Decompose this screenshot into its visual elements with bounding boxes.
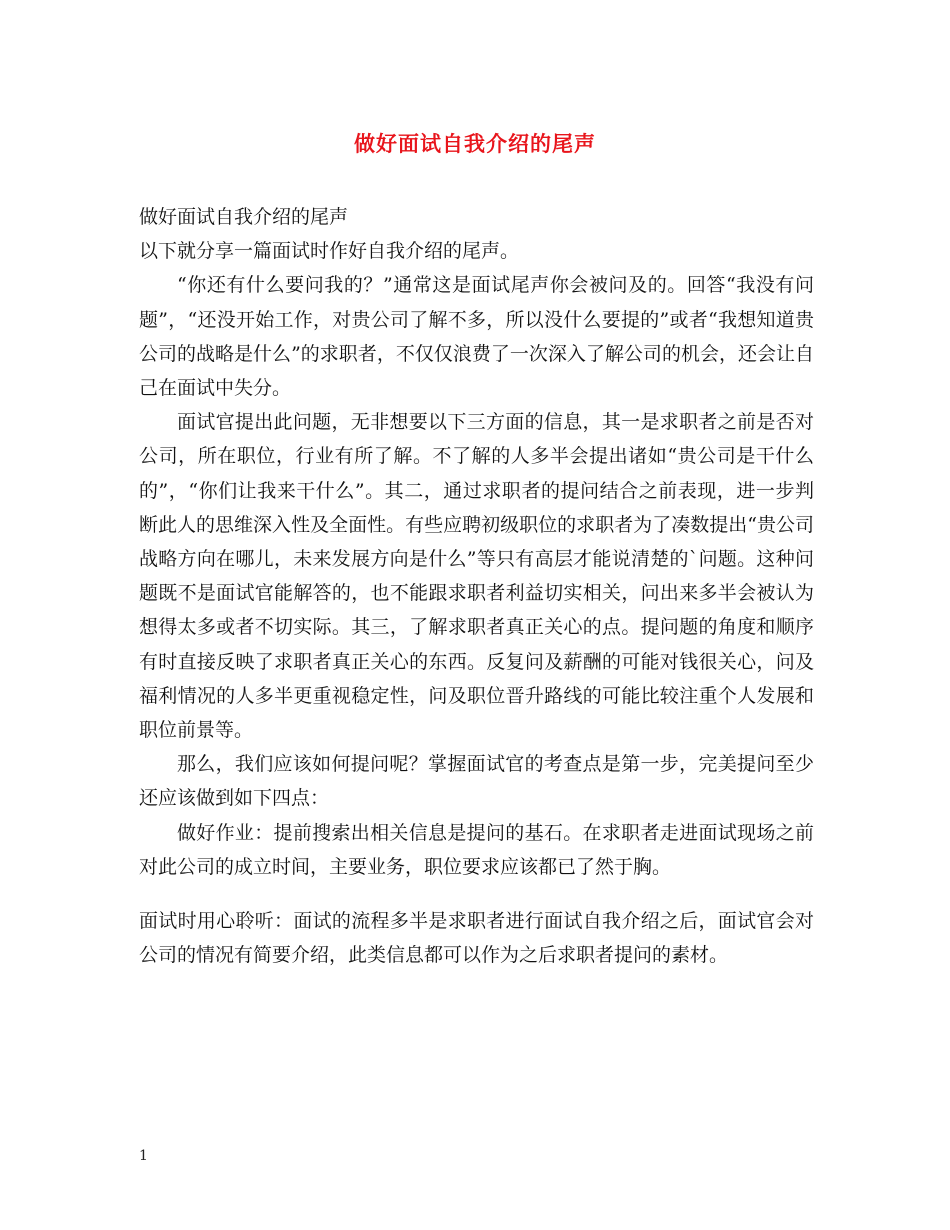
paragraph-how-to-ask: 那么，我们应该如何提问呢？掌握面试官的考查点是第一步，完美提问至少还应该做到如下四点： <box>139 753 814 810</box>
paragraph-interviewer-intent: 面试官提出此问题，无非想要以下三方面的信息，其一是求职者之前是否对公司，所在职位，行业有所了解。不了解的人多半会提出诸如“贵公司是干什么的”，“你们让我来干什么”。其二，通过求职者的提问结合之前表现，进一步判断此人的思维深入性及全面性。有些应聘初级职位的求职者为了凑数提出“贵公司战略方向在哪儿，未来发展方向是什么”等只有高层才能说清楚的`问题。这种问题既不是面试官能解答的，也不能跟求职者利益切实相关，问出来多半会被认为想得太多或者不切实际。其三，了解求职者真正关心的点。提问题的角度和顺序有时直接反映了求职者真正关心的东西。反复问及薪酬的可能对钱很关心，问及福利情况的人多半更重视稳定性，问及职位晋升路线的可能比较注重个人发展和职位前景等。 <box>139 411 814 742</box>
page-number: 1 <box>139 1148 148 1164</box>
paragraph-question: “你还有什么要问我的？”通常这是面试尾声你会被问及的。回答“我没有问题”，“还没开始工作，对贵公司了解不多，所以没什么要提的”或者“我想知道贵公司的战略是什么”的求职者，不仅仅浪费了一次深入了解公司的机会，还会让自己在面试中失分。 <box>139 274 814 400</box>
document-body <box>139 200 814 972</box>
paragraph-homework: 做好作业：提前搜索出相关信息是提问的基石。在求职者走进面试现场之前对此公司的成立时间，主要业务，职位要求应该都已了然于胸。 <box>139 821 814 878</box>
paragraph-listen: 面试时用心聆听：面试的流程多半是求职者进行面试自我介绍之后，面试官会对公司的情况有简要介绍，此类信息都可以作为之后求职者提问的素材。 <box>139 910 814 967</box>
paragraph-intro: 以下就分享一篇面试时作好自我介绍的尾声。 <box>139 240 520 263</box>
paragraph-heading: 做好面试自我介绍的尾声 <box>139 206 349 228</box>
document-title: 做好面试自我介绍的尾声 <box>354 131 596 156</box>
paragraph-gap <box>139 884 814 904</box>
